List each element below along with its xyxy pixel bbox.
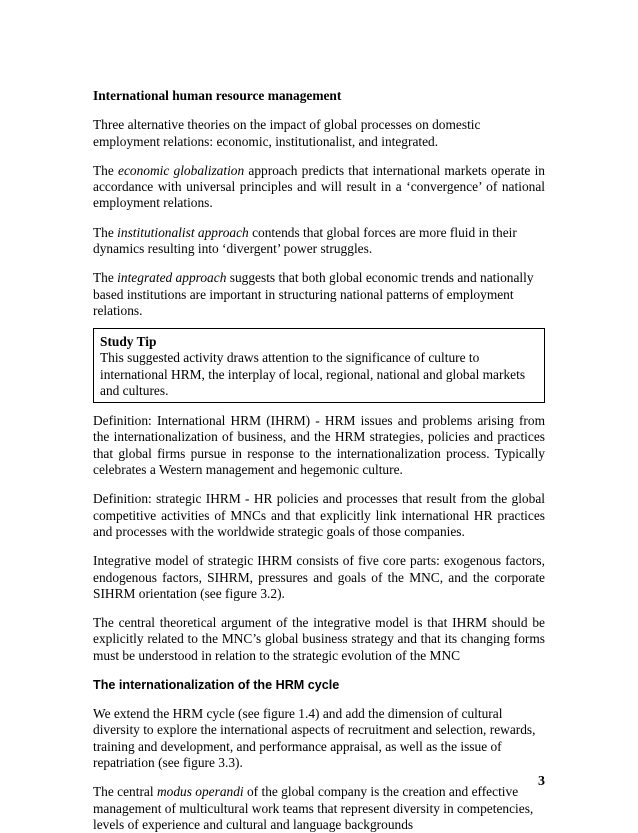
emphasis: economic globalization [118, 162, 245, 178]
text: The [93, 162, 119, 178]
study-tip-body: This suggested activity draws attention to the significance of culture to international HRM, the interplay of local, regional, national and global markets and cultures. [100, 350, 526, 398]
paragraph-theoretical-argument: The central theoretical argument of the integrative model is that IHRM should be explicitly related to the MNC’s global business strategy and that its changing forms must be understood in relation to the strategic evolution of the MNC [93, 615, 545, 663]
paragraph-integrated [93, 270, 545, 319]
definition-strategic-ihrm: Definition: strategic IHRM - HR policies and processes that result from the global competitive activities of MNCs and that explicitly link international HR practices and processes with the worldwide strategic goals of those companies. [93, 491, 545, 539]
text: of the global company is the creation and effective management of multicultural work teams that represent diversity in competencies, levels of experience and cultural and language backgrounds [93, 784, 534, 832]
text: The [93, 270, 118, 286]
text: The [93, 224, 118, 240]
section-heading: International human resource management [93, 88, 342, 103]
paragraph-hrm-cycle: We extend the HRM cycle (see figure 1.4) and add the dimension of cultural diversity to explore the international aspects of recruitment and selection, rewards, training and development, and performance appraisal, as well as the issue of repatriation (see figure 3.3). [93, 706, 536, 770]
emphasis: institutionalist approach [117, 224, 249, 240]
paragraph-integrative-model: Integrative model of strategic IHRM consists of five core parts: exogenous factors, endogenous factors, SIHRM, pressures and goals of the MNC, and the corporate SIHRM orientation (see figure 3.2). [93, 553, 545, 601]
paragraph-institutionalist [93, 225, 545, 258]
page-number: 3 [538, 774, 545, 789]
paragraph-economic [93, 163, 545, 212]
emphasis: modus operandi [156, 784, 244, 800]
text: contends that global forces are more fluid in their dynamics resulting into ‘divergent’ power struggles. [93, 224, 517, 257]
study-tip-title: Study Tip [100, 334, 157, 350]
text: approach predicts that international markets operate in accordance with universal principles and will result in a ‘convergence’ of national employment relations. [93, 162, 545, 211]
study-tip-box [93, 328, 545, 403]
text: suggests that both global economic trends and nationally based institutions are important in structuring national patterns of employment relations. [93, 270, 534, 318]
subsection-heading: The internationalization of the HRM cycle [93, 678, 340, 693]
document-page [93, 88, 545, 833]
text: The central [93, 784, 157, 800]
definition-ihrm: Definition: International HRM (IHRM) - HRM issues and problems arising from the internationalization of business, and the HRM strategies, policies and practices that global firms pursue in response to the internationalization process. Typically celebrates a Western management and hegemonic culture. [93, 413, 545, 478]
emphasis: integrated approach [117, 270, 227, 286]
paragraph-theories: Three alternative theories on the impact of global processes on domestic employment relations: economic, institutionalist, and integrated. [93, 117, 481, 149]
